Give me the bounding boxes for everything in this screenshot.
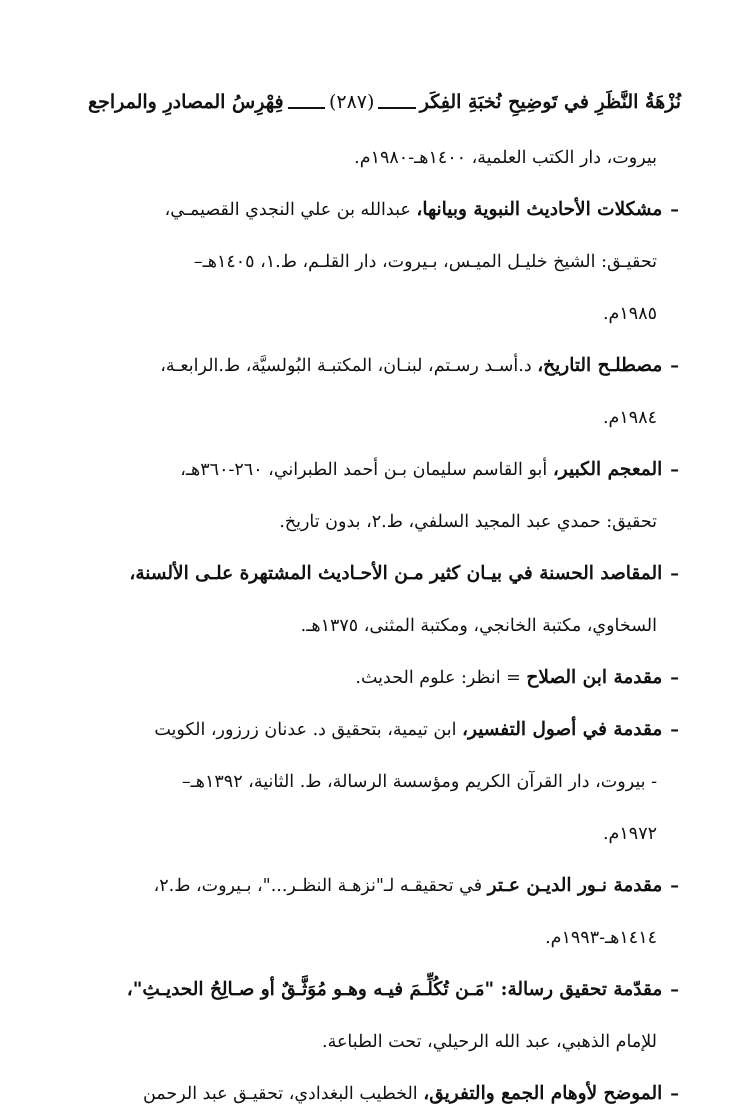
entry-continuation-line xyxy=(86,1016,679,1068)
entry-line xyxy=(86,964,679,1016)
entry-continuation-line xyxy=(86,756,679,808)
entry-continuation-line xyxy=(86,132,679,184)
running-header xyxy=(88,84,681,120)
entry-dash: – xyxy=(670,980,679,1000)
entry-text: - بيروت، دار القرآن الكريم ومؤسسة الرسالة، ط. الثانية، ١٣٩٢هـ– xyxy=(181,772,657,792)
entry-dash: – xyxy=(670,1084,679,1104)
entry-line xyxy=(86,184,679,236)
header-rule-right xyxy=(378,107,415,109)
entry-continuation-line xyxy=(86,236,679,288)
entry-continuation-line xyxy=(86,912,679,964)
entry-text: تحقيـق: الشيخ خليـل الميـس، بـيروت، دار القلـم، ط.١، ١٤٠٥هـ– xyxy=(193,252,657,272)
header-rule-left xyxy=(288,107,325,109)
entry-text: ١٩٧٢م. xyxy=(602,824,657,844)
entry-dash: – xyxy=(670,200,679,220)
entry-text: ١٩٨٤م. xyxy=(602,408,657,428)
entry-text: أبو القاسم سليمان بـن أحمد الطبراني، ٢٦٠-٣٦٠هـ، xyxy=(180,460,553,480)
entry-continuation-line xyxy=(86,288,679,340)
entry-title: مقدمة في أصول التفسير، xyxy=(462,719,663,740)
entry-title: مقدمة نـور الديـن عـتر xyxy=(487,875,663,896)
entry-line xyxy=(86,860,679,912)
entry-line xyxy=(86,340,679,392)
entry-text: = انظر: علوم الحديث. xyxy=(355,668,527,688)
entry-text: في تحقيقـه لـ"نزهـة النظـر..."، بـيروت، ط.٢، xyxy=(153,876,488,896)
entry-text: للإمام الذهبي، عبد الله الرحيلي، تحت الطباعة. xyxy=(322,1032,657,1052)
bibliography-list xyxy=(86,132,679,1120)
entry-continuation-line xyxy=(86,496,679,548)
entry-title: مقدّمة تحقيق رسالة: "مَـن تُكُلِّـمَ فيـه وهـو مُوَثَّـقٌ أو صـالِحُ الحديـثِ"، xyxy=(126,979,663,1000)
entry-dash: – xyxy=(670,460,679,480)
entry-continuation-line xyxy=(86,808,679,860)
entry-text: تحقيق: حمدي عبد المجيد السلفي، ط.٢، بدون تاريخ. xyxy=(279,512,657,532)
entry-text: السخاوي، مكتبة الخانجي، ومكتبة المثنى، ١٣٧٥هـ. xyxy=(300,616,657,636)
entry-title: مشكلات الأحاديث النبوية وبيانها، xyxy=(416,199,663,220)
entry-text: عبدالله بن علي النجدي القصيمـي، xyxy=(164,200,417,220)
entry-line xyxy=(86,704,679,756)
entry-dash: – xyxy=(670,668,679,688)
entry-text: د.أسـد رسـتم، لبنـان، المكتبـة البُولسيَّة، ط.الرابعـة، xyxy=(160,356,538,376)
entry-title: مقدمة ابن الصلاح xyxy=(526,667,663,688)
entry-line xyxy=(86,1068,679,1120)
entry-line xyxy=(86,652,679,704)
entry-title: الموضح لأوهام الجمع والتفريق، xyxy=(423,1083,663,1104)
entry-dash: – xyxy=(670,720,679,740)
entry-dash: – xyxy=(670,356,679,376)
page-number: (٢٨٧) xyxy=(328,91,375,113)
header-book-title: نُزْهَةُ النَّظَرِ في تَوضِيحِ نُخبَةِ الفِكَر xyxy=(419,91,681,113)
entry-text: ابن تيمية، بتحقيق د. عدنان زرزور، الكويت xyxy=(154,720,463,740)
entry-title: المعجم الكبير، xyxy=(552,459,663,480)
entry-text: الخطيب البغدادي، تحقيـق عبد الرحمن xyxy=(142,1084,424,1104)
entry-title: مصطلـح التاريخ، xyxy=(537,355,663,376)
entry-line xyxy=(86,444,679,496)
entry-text: بيروت، دار الكتب العلمية، ١٤٠٠هـ-١٩٨٠م. xyxy=(354,148,657,168)
entry-dash: – xyxy=(670,876,679,896)
entry-text: ١٩٨٥م. xyxy=(602,304,657,324)
header-section-title: فِهْرِسُ المصادرِ والمراجع xyxy=(88,91,284,113)
entry-dash: – xyxy=(670,564,679,584)
entry-line xyxy=(86,548,679,600)
entry-title: المقاصد الحسنة في بيـان كثير مـن الأحـاديث المشتهرة علـى الألسنة، xyxy=(129,563,663,584)
entry-continuation-line xyxy=(86,600,679,652)
entry-continuation-line xyxy=(86,392,679,444)
entry-text: ١٤١٤هـ-١٩٩٣م. xyxy=(545,928,657,948)
